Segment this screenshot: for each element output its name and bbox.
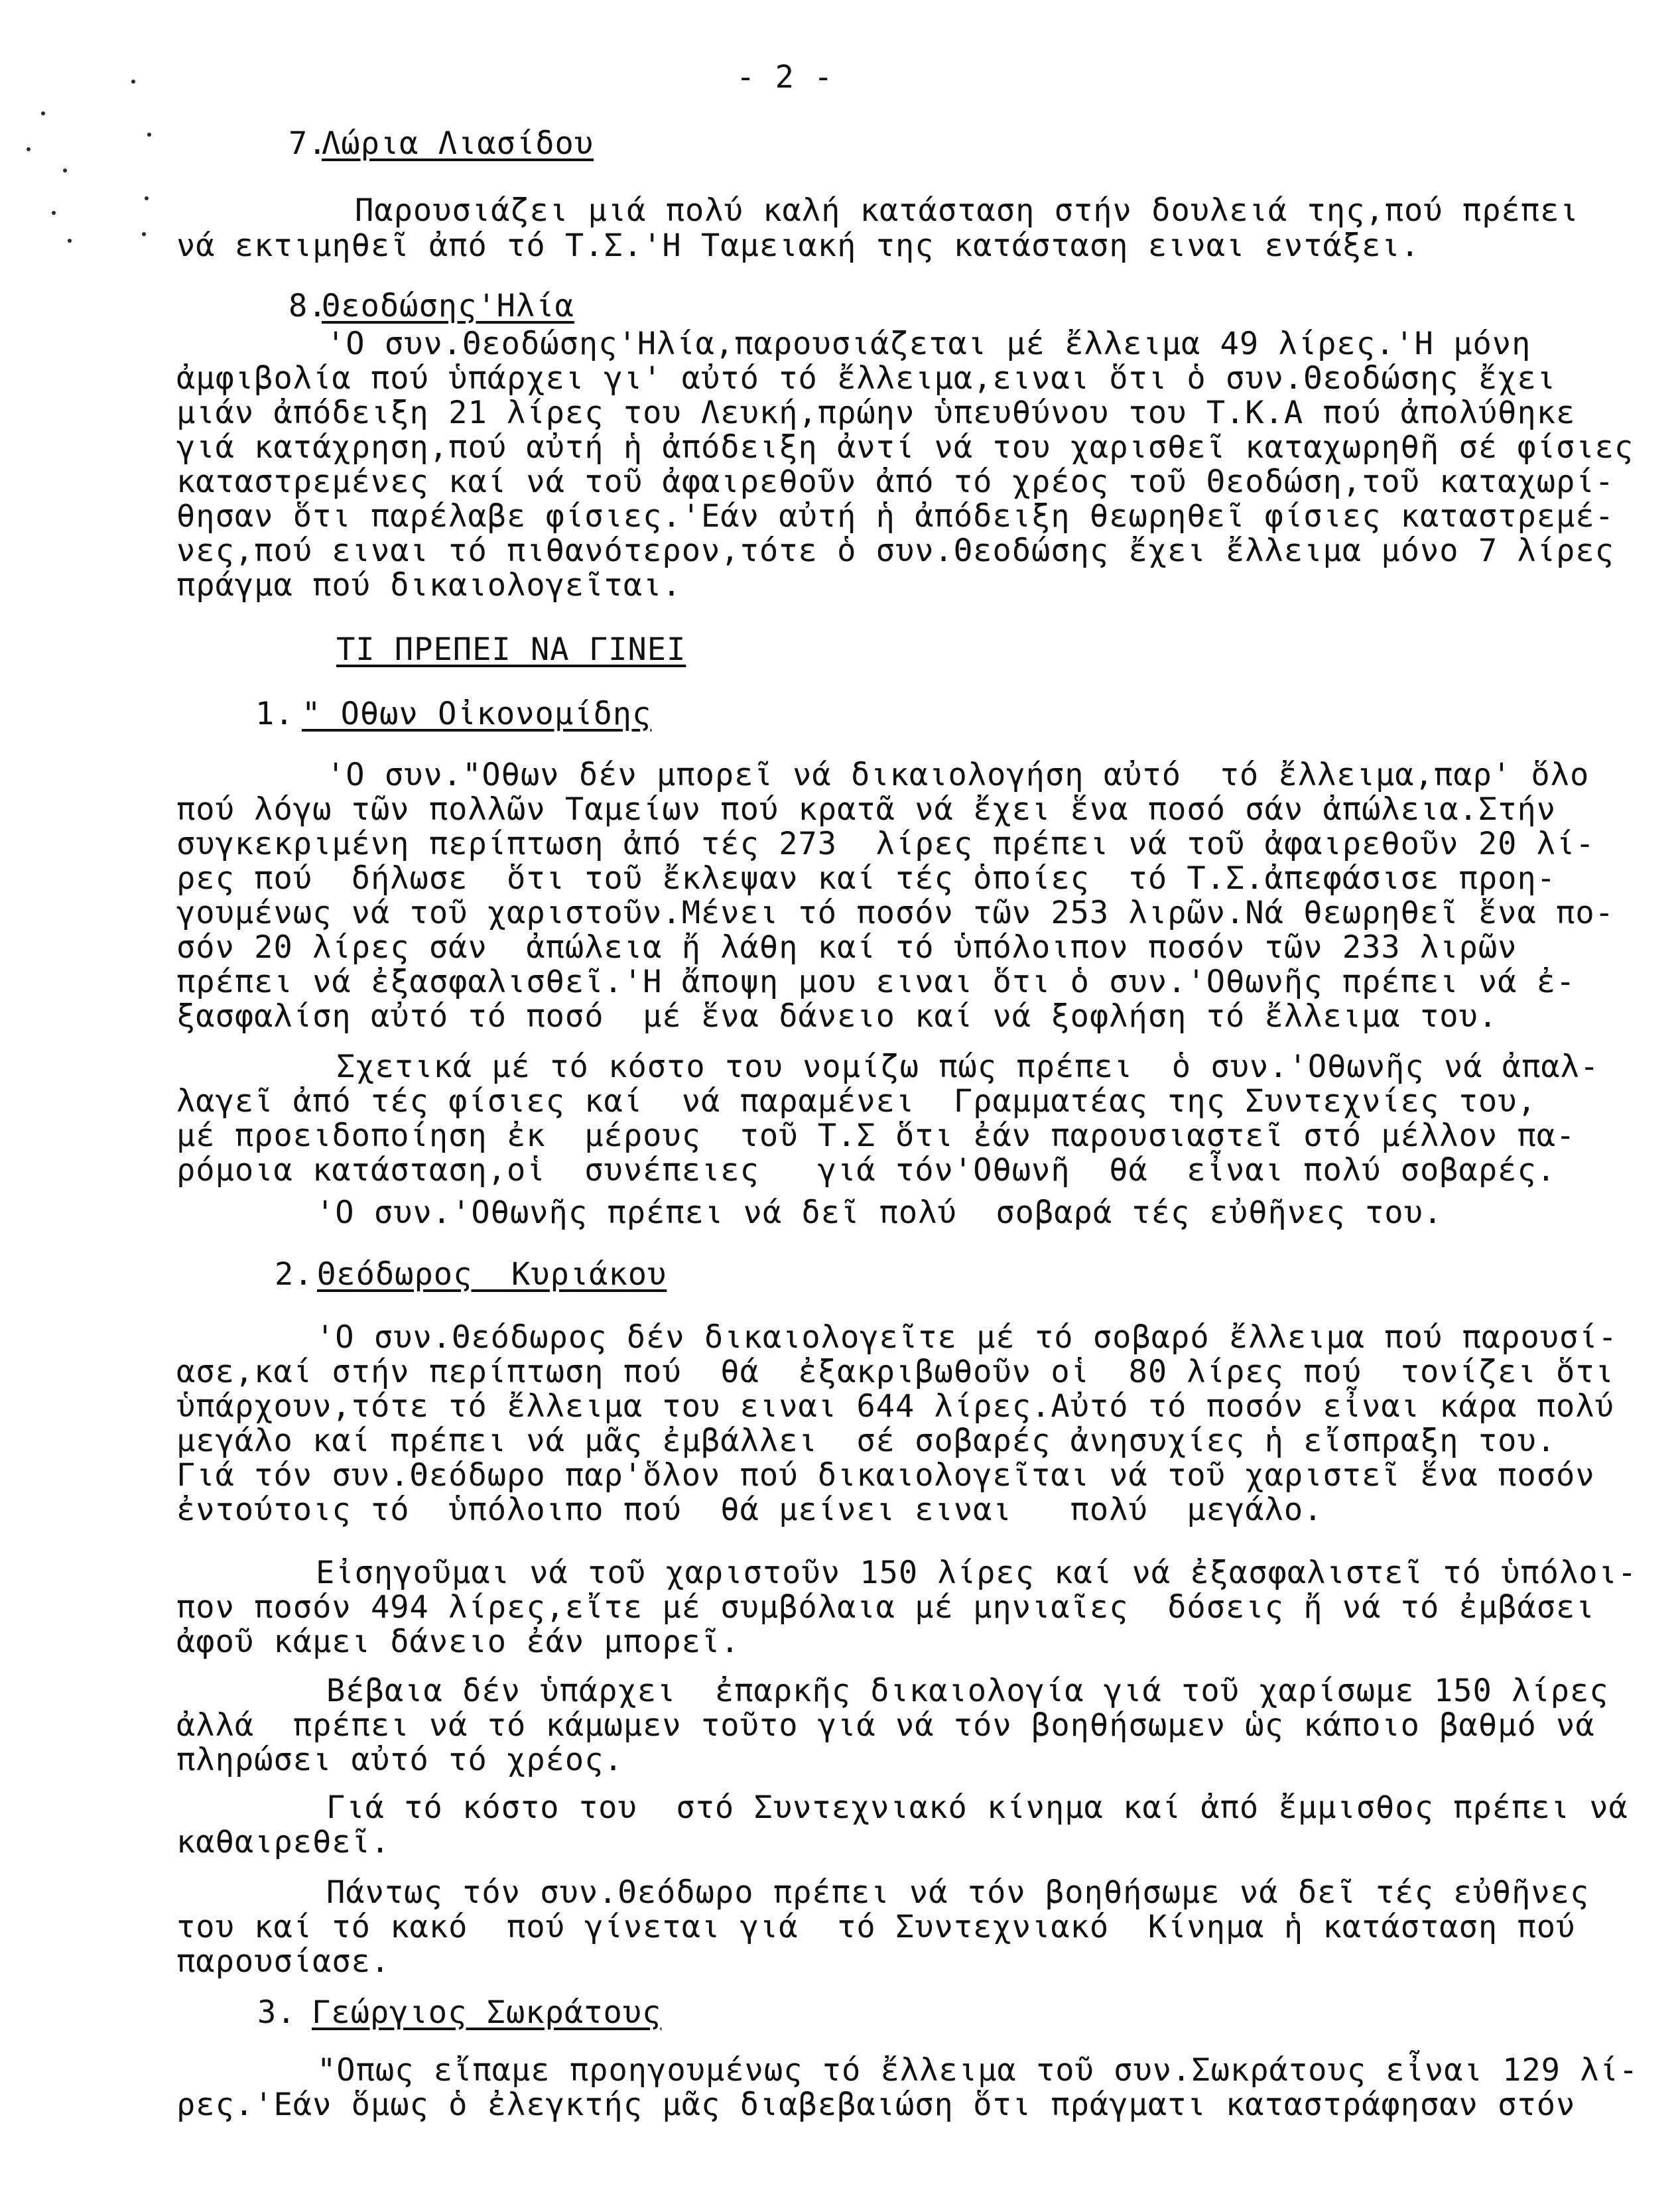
speck-mark	[52, 211, 56, 215]
point-heading: Θεόδωρος Κυριάκου	[317, 1256, 667, 1293]
body-line: μεγάλο καί πρέπει νά μᾶς ἐμβάλλει σέ σοβαρές ἀνησυχίες ἡ εἴσπραξη του.	[176, 1423, 1557, 1459]
section-number: 8.	[289, 288, 328, 324]
body-line: ἀλλά πρέπει νά τό κάμωμεν τοῦτο γιά νά τόν βοηθήσωμεν ὡς κάποιο βαθμό νά	[176, 1707, 1595, 1744]
body-line: συγκεκριμένη περίπτωση ἀπό τές 273 λίρες πρέπει νά τοῦ ἀφαιρεθοῦν 20 λί-	[176, 826, 1595, 862]
body-line: ρόμοια κατάσταση,οἱ συνέπειες γιά τόν'Οθωνῆ θά εἶναι πολύ σοβαρές.	[176, 1152, 1557, 1189]
body-line: Βέβαια δέν ὑπάρχει ἐπαρκῆς δικαιολογία γιά τοῦ χαρίσωμε 150 λίρες	[326, 1673, 1609, 1709]
body-line: του καί τό κακό πού γίνεται γιά τό Συντεχνιακό Κίνημα ἡ κατάσταση πού	[176, 1909, 1576, 1945]
point-number: 3.	[257, 1994, 296, 2031]
body-line: γουμένως νά τοῦ χαριστοῦν.Μένει τό ποσόν τῶν 253 λιρῶν.Νά θεωρηθεῖ ἕνα πο-	[176, 895, 1614, 931]
body-line: μέ προειδοποίηση ἐκ μέρους τοῦ Τ.Σ ὅτι ἐάν παρουσιαστεῖ στό μέλλον πα-	[176, 1118, 1576, 1154]
body-line: 'Ο συν.'Οθωνῆς πρέπει νά δεῖ πολύ σοβαρά τές εὐθῆνες του.	[316, 1194, 1443, 1231]
body-line: μιάν ἀπόδειξη 21 λίρες του Λευκή,πρώην ὑπευθύνου του Τ.Κ.Α πού ἀπολύθηκε	[176, 395, 1576, 431]
body-line: Γιά τό κόστο του στό Συντεχνιακό κίνημα καί ἀπό ἔμμισθος πρέπει νά	[326, 1789, 1628, 1826]
body-line: πράγμα πού δικαιολογεῖται.	[176, 567, 682, 604]
body-line: λαγεῖ ἀπό τές φίσιες καί νά παραμένει Γραμματέας της Συντεχνίες του,	[176, 1083, 1537, 1120]
body-line: 'Ο συν.Θεόδωρος δέν δικαιολογεῖτε μέ τό σοβαρό ἔλλειμα πού παρουσί-	[316, 1319, 1618, 1356]
point-heading: Γεώργιος Σωκράτους	[312, 1994, 662, 2031]
body-line: ρες.'Εάν ὅμως ὁ ἐλεγκτής μᾶς διαβεβαιώση ὅτι πράγματι καταστράφησαν στόν	[176, 2087, 1576, 2123]
body-line: ξασφαλίση αὐτό τό ποσό μέ ἕνα δάνειο καί νά ξοφλήση τό ἔλλειμα του.	[176, 998, 1498, 1035]
page-number: - 2 -	[736, 59, 834, 96]
body-line: Πάντως τόν συν.Θεόδωρο πρέπει νά τόν βοηθήσωμε νά δεῖ τές εὐθῆνες	[326, 1874, 1590, 1911]
body-line: Παρουσιάζει μιά πολύ καλή κατάσταση στήν δουλειά της,πού πρέπει	[355, 192, 1579, 229]
point-number: 2.	[275, 1256, 314, 1293]
body-line: 'Ο συν.Θεοδώσης'Ηλία,παρουσιάζεται μέ ἔλλειμα 49 λίρες.'Η μόνη	[326, 326, 1531, 362]
body-line: παρουσίασε.	[176, 1943, 391, 1980]
speck-mark	[68, 239, 72, 243]
body-line: Εἰσηγοῦμαι νά τοῦ χαριστοῦν 150 λίρες καί νά ἐξασφαλιστεῖ τό ὑπόλοι-	[316, 1555, 1638, 1591]
speck-mark	[145, 196, 149, 200]
body-line: ασε,καί στήν περίπτωση πού θά ἐξακριβωθοῦν οἱ 80 λίρες πού τονίζει ὅτι	[176, 1354, 1614, 1390]
body-line: καταστρεμένες καί νά τοῦ ἀφαιρεθοῦν ἀπό τό χρέος τοῦ Θεοδώση,τοῦ καταχωρί-	[176, 464, 1614, 500]
speck-mark	[27, 147, 31, 151]
body-line: πρέπει νά ἐξασφαλισθεῖ.'Η ἄποψη μου ειναι ὅτι ὁ συν.'Οθωνῆς πρέπει νά ἐ-	[176, 964, 1576, 1000]
body-line: ἐντούτοις τό ὑπόλοιπο πού θά μείνει ειναι πολύ μεγάλο.	[176, 1492, 1323, 1528]
section-heading: Θεοδώσης'Ηλία	[322, 288, 574, 324]
speck-mark	[142, 232, 146, 236]
section-heading: Λώρια Λιασίδου	[322, 125, 594, 162]
body-line: καθαιρεθεῖ.	[176, 1824, 391, 1860]
body-line: "Οπως εἴπαμε προηγουμένως τό ἔλλειμα τοῦ συν.Σωκράτους εἶναι 129 λί-	[317, 2052, 1639, 2089]
speck-mark	[147, 133, 151, 137]
body-line: θησαν ὅτι παρέλαβε φίσιες.'Εάν αὐτή ἡ ἀπόδειξη θεωρηθεῖ φίσιες καταστρεμέ-	[176, 498, 1614, 535]
body-line: νά εκτιμηθεῖ ἀπό τό Τ.Σ.'Η Ταμειακή της κατάσταση ειναι εντάξει.	[176, 227, 1420, 264]
body-line: ὑπάρχουν,τότε τό ἔλλειμα του ειναι 644 λίρες.Αὐτό τό ποσόν εἶναι κάρα πολύ	[176, 1388, 1614, 1425]
body-line: πον ποσόν 494 λίρες,εἴτε μέ συμβόλαια μέ μηνιαῖες δόσεις ἤ νά τό ἐμβάσει	[176, 1589, 1595, 1626]
body-line: σόν 20 λίρες σάν ἀπώλεια ἤ λάθη καί τό ὑπόλοιπον ποσόν τῶν 233 λιρῶν	[176, 929, 1518, 966]
body-line: Σχετικά μέ τό κόστο του νομίζω πώς πρέπει ὁ συν.'Οθωνῆς νά ἀπαλ-	[336, 1049, 1600, 1085]
point-heading: " Οθων Οἰκονομίδης	[302, 696, 652, 732]
speck-mark	[63, 168, 67, 172]
body-line: Γιά τόν συν.Θεόδωρο παρ'ὅλον πού δικαιολογεῖται νά τοῦ χαριστεῖ ἕνα ποσόν	[176, 1457, 1595, 1494]
body-line: νες,πού ειναι τό πιθανότερον,τότε ὁ συν.Θεοδώσης ἔχει ἔλλειμα μόνο 7 λίρες	[176, 533, 1614, 569]
body-line: ἀφοῦ κάμει δάνειο ἐάν μπορεῖ.	[176, 1624, 740, 1660]
speck-mark	[41, 111, 45, 115]
section-number: 7.	[289, 125, 328, 162]
body-line: 'Ο συν."Οθων δέν μπορεῖ νά δικαιολογήση αὐτό τό ἔλλειμα,παρ' ὅλο	[326, 757, 1590, 793]
section-title: ΤΙ ΠΡΕΠΕΙ ΝΑ ΓΙΝΕΙ	[336, 631, 686, 668]
body-line: γιά κατάχρηση,πού αὐτή ἡ ἀπόδειξη ἀντί νά του χαρισθεῖ καταχωρηθῆ σέ φίσιες	[176, 429, 1634, 466]
body-line: πού λόγω τῶν πολλῶν Ταμείων πού κρατᾶ νά ἔχει ἕνα ποσό σάν ἀπώλεια.Στήν	[176, 791, 1557, 828]
body-line: ἀμφιβολία πού ὑπάρχει γι' αὐτό τό ἔλλειμα,ειναι ὅτι ὁ συν.Θεοδώσης ἔχει	[176, 360, 1557, 397]
speck-mark	[131, 80, 135, 84]
point-number: 1.	[255, 696, 294, 732]
body-line: ρες πού δήλωσε ὅτι τοῦ ἔκλεψαν καί τές ὁποίες τό Τ.Σ.ἀπεφάσισε προη-	[176, 860, 1557, 897]
body-line: πληρώσει αὐτό τό χρέος.	[176, 1742, 623, 1778]
